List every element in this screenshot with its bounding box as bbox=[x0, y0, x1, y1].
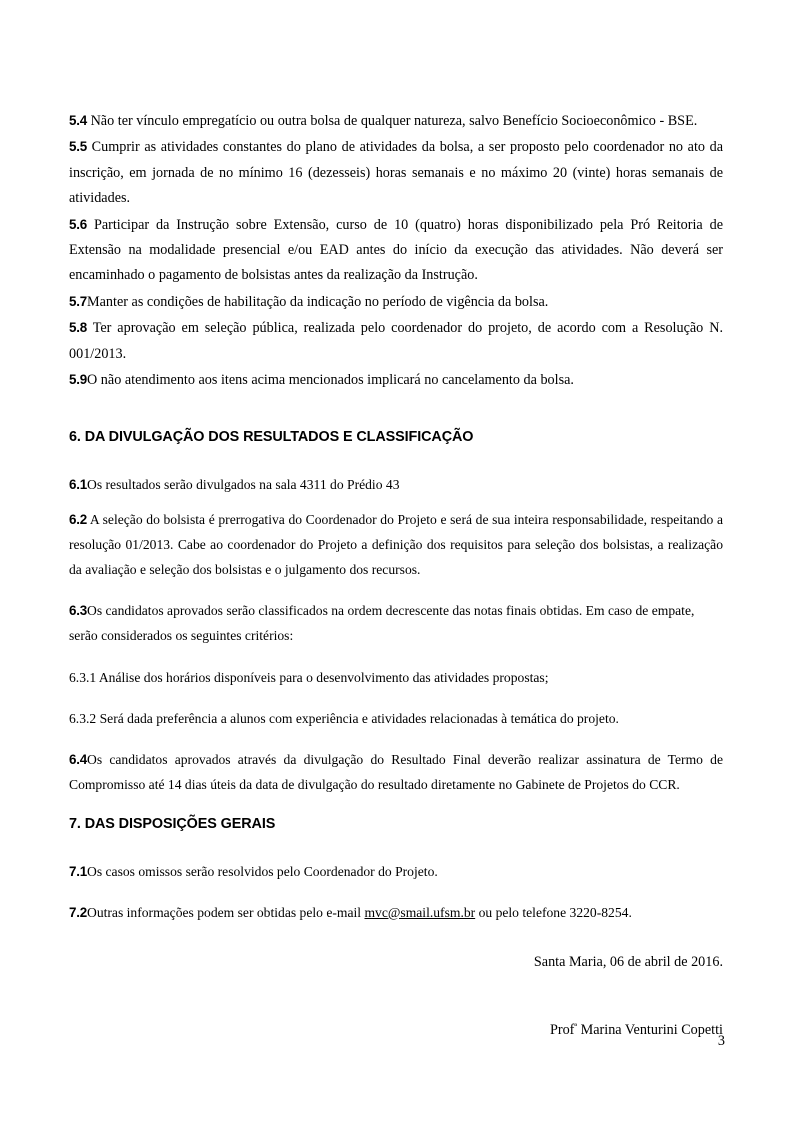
clause-6-1 bbox=[69, 472, 723, 497]
clause-5-4 bbox=[69, 108, 723, 134]
document-body bbox=[69, 108, 723, 1043]
clause-number-6-3: 6.3 bbox=[69, 603, 88, 619]
spacer bbox=[69, 447, 723, 472]
clause-5-8 bbox=[69, 315, 723, 367]
clause-text-6-3-2: Será dada preferência a alunos com experiência e atividades relacionadas à temática do projeto. bbox=[99, 710, 619, 726]
clause-text-7-1: Os casos omissos serão resolvidos pelo Coordenador do Projeto. bbox=[87, 863, 438, 879]
clause-text-6-2: A seleção do bolsista é prerrogativa do Coordenador do Projeto e será de sua inteira responsabilidade, respeitando a resolução 01/2013. Cabe ao coordenador do Projeto a definição dos requisitos para seleção dos bolsistas, a realização da avaliação e seleção dos bolsistas e o julgamento dos recursos. bbox=[69, 511, 723, 578]
spacer bbox=[69, 498, 723, 507]
clause-5-7 bbox=[69, 289, 723, 315]
signature-name-line bbox=[69, 1018, 723, 1043]
spacer bbox=[69, 798, 723, 814]
clause-7-2 bbox=[69, 900, 723, 925]
signature-title-prefix: Prof bbox=[549, 1021, 575, 1038]
clause-number-5-7: 5.7 bbox=[69, 293, 88, 309]
spacer bbox=[69, 393, 723, 427]
clause-number-7-2: 7.2 bbox=[69, 904, 88, 920]
clause-6-3-1 bbox=[69, 665, 723, 690]
spacer bbox=[69, 925, 723, 950]
clause-text-6-1: Os resultados serão divulgados na sala 4311 do Prédio 43 bbox=[87, 477, 400, 493]
clause-text-7-2-after: ou pelo telefone 3220-8254. bbox=[475, 904, 632, 920]
clause-number-5-9: 5.9 bbox=[69, 372, 88, 388]
spacer bbox=[69, 582, 723, 598]
spacer bbox=[69, 975, 723, 1009]
clause-text-5-9: O não atendimento aos itens acima mencionados implicará no cancelamento da bolsa. bbox=[87, 372, 574, 389]
clause-text-6-3: Os candidatos aprovados serão classificados na ordem decrescente das notas finais obtidas. Em caso de empate, serão considerados os seguintes critérios: bbox=[69, 603, 695, 644]
clause-6-3 bbox=[69, 598, 723, 648]
clause-5-6 bbox=[69, 212, 723, 289]
clause-number-6-3-1: 6.3.1 bbox=[69, 669, 97, 685]
page-number: 3 bbox=[717, 1033, 725, 1049]
clause-number-6-1: 6.1 bbox=[69, 477, 88, 493]
spacer bbox=[69, 649, 723, 665]
clause-text-5-5: Cumprir as atividades constantes do plano de atividades da bolsa, a ser proposto pelo coordenador no ato da inscrição, em jornada de no mínimo 16 (dezesseis) horas semanais e no máximo 20 (vinte) horas semanais de atividades. bbox=[69, 139, 723, 207]
spacer bbox=[69, 884, 723, 900]
email-link[interactable]: mvc@smail.ufsm.br bbox=[364, 904, 476, 920]
clause-6-2 bbox=[69, 507, 723, 583]
spacer bbox=[69, 834, 723, 859]
clause-6-4 bbox=[69, 747, 723, 797]
section-heading-7: 7. DAS DISPOSIÇÕES GERAIS bbox=[69, 815, 276, 832]
clause-5-5 bbox=[69, 134, 723, 211]
clause-number-5-4: 5.4 bbox=[69, 113, 88, 128]
clause-number-7-1: 7.1 bbox=[69, 863, 88, 879]
clause-text-5-7: Manter as condições de habilitação da indicação no período de vigência da bolsa. bbox=[87, 293, 549, 310]
clause-number-5-5: 5.5 bbox=[69, 139, 88, 155]
spacer bbox=[69, 1009, 723, 1018]
clause-text-5-6: Participar da Instrução sobre Extensão, curso de 10 (quatro) horas disponibilizado pela Pró Reitoria de Extensão na modalidade presencial e/ou EAD antes do início da execução das atividades. Não deverá ser encaminhado o pagamento de bolsistas antes da realização da Instrução. bbox=[69, 216, 723, 284]
clause-text-6-4: Os candidatos aprovados através da divulgação do Resultado Final deverão realizar assinatura de Termo de Compromisso até 14 dias úteis da data de divulgação do resultado diretamente no Gabinete de Projetos do CCR. bbox=[69, 752, 723, 793]
clause-text-7-2-before: Outras informações podem ser obtidas pelo e-mail bbox=[87, 904, 365, 920]
clause-number-5-6: 5.6 bbox=[69, 216, 88, 232]
spacer bbox=[69, 690, 723, 706]
place-and-date: Santa Maria, 06 de abril de 2016. bbox=[533, 953, 723, 970]
clause-number-5-8: 5.8 bbox=[69, 320, 88, 336]
signature-name: Marina Venturini Copetti bbox=[577, 1021, 723, 1038]
clause-text-6-3-1: Análise dos horários disponíveis para o desenvolvimento das atividades propostas; bbox=[98, 669, 549, 685]
clause-number-6-2: 6.2 bbox=[69, 511, 88, 527]
clause-number-6-4: 6.4 bbox=[69, 752, 88, 768]
signature-title-ordinal: ª bbox=[574, 1021, 578, 1033]
clause-6-3-2 bbox=[69, 706, 723, 731]
clause-number-6-3-2: 6.3.2 bbox=[69, 710, 97, 726]
clause-5-9 bbox=[69, 367, 723, 393]
clause-text-5-8: Ter aprovação em seleção pública, realizada pelo coordenador do projeto, de acordo com a Resolução N. 001/2013. bbox=[69, 320, 723, 362]
clause-7-1 bbox=[69, 859, 723, 884]
section-heading-6: 6. DA DIVULGAÇÃO DOS RESULTADOS E CLASSIFICAÇÃO bbox=[69, 429, 474, 446]
spacer bbox=[69, 731, 723, 747]
clause-text-5-4: Não ter vínculo empregatício ou outra bolsa de qualquer natureza, salvo Benefício Socioeconômico - BSE. bbox=[90, 113, 698, 129]
